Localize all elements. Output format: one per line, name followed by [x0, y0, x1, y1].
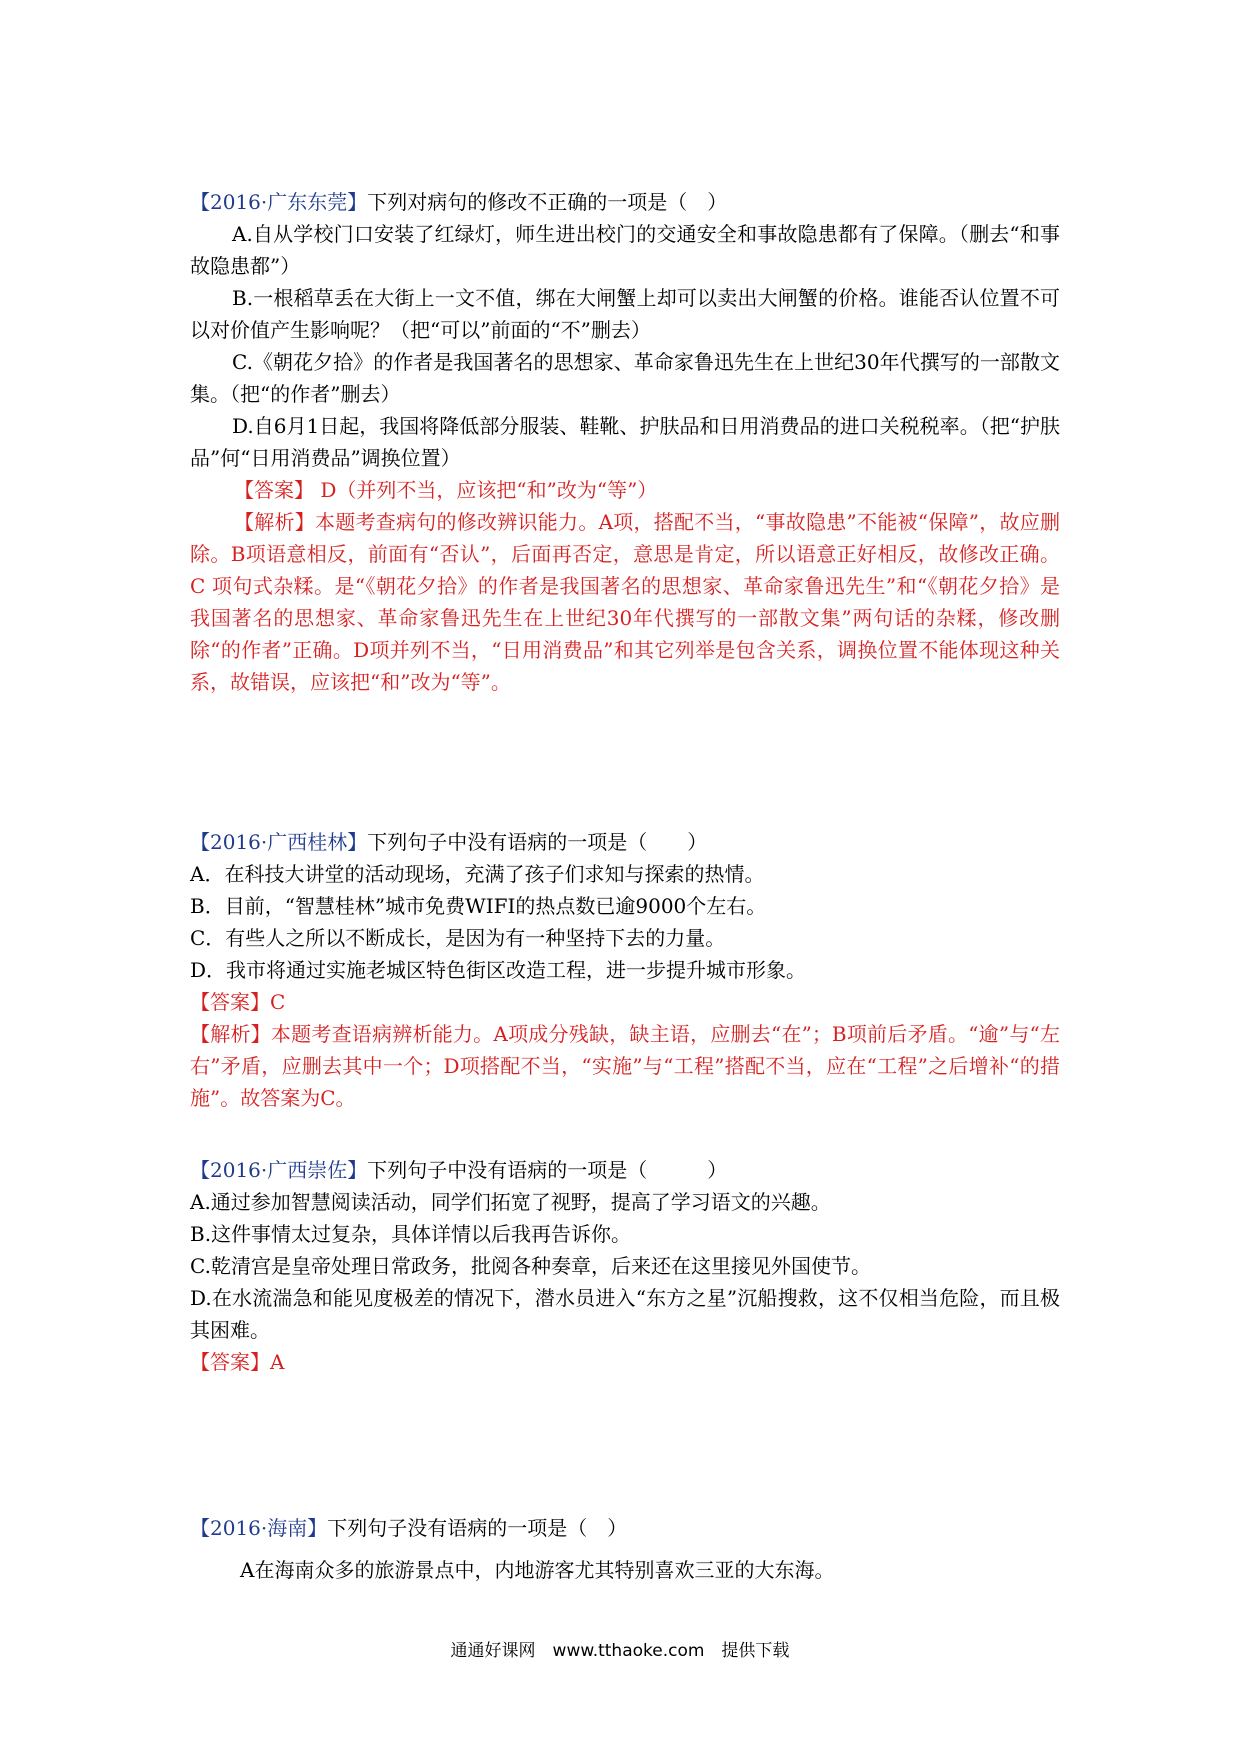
answer-text: C — [270, 990, 286, 1014]
analysis-label: 【解析】 — [190, 1022, 271, 1046]
question-1 — [190, 186, 1060, 698]
option-b: B.一根稻草丢在大街上一文不值，绑在大闸蟹上却可以卖出大闸蟹的价格。谁能否认位置不可以对价值产生影响呢？（把“可以”前面的“不”删去） — [190, 286, 1060, 342]
question-stem — [190, 186, 1060, 218]
answer-line — [190, 986, 1060, 1018]
answer-text: A — [270, 1350, 285, 1374]
question-2 — [190, 826, 1060, 1114]
question-stem — [190, 1154, 1060, 1186]
option-a: A.自从学校门口安装了红绿灯，师生进出校门的交通安全和事故隐患都有了保障。（删去“和事故隐患都”） — [190, 222, 1060, 278]
question-4 — [190, 1512, 1060, 1586]
option-a: A在海南众多的旅游景点中，内地游客尤其特别喜欢三亚的大东海。 — [240, 1558, 835, 1582]
analysis-paragraph — [190, 506, 1060, 698]
question-source: 2016·海南 — [210, 1516, 308, 1540]
answer-text: D（并列不当，应该把“和”改为“等”） — [314, 478, 658, 502]
question-stem-text: 下列句子中没有语病的一项是（ ） — [367, 1158, 728, 1182]
answer-label: 【答案】 — [234, 478, 314, 502]
answer-label: 【答案】 — [190, 1350, 270, 1374]
question-stem-text: 下列句子中没有语病的一项是（ ） — [367, 830, 708, 854]
question-source: 2016·广西崇佐 — [210, 1158, 348, 1182]
option-c: C.乾清宫是皇帝处理日常政务，批阅各种奏章，后来还在这里接见外国使节。 — [190, 1254, 871, 1278]
source-bracket-open: 【 — [190, 1516, 210, 1540]
option-b: B．目前，“智慧桂林”城市免费WIFI的热点数已逾9000个左右。 — [190, 894, 767, 918]
question-source: 2016·广西桂林 — [210, 830, 348, 854]
option-a: A．在科技大讲堂的活动现场，充满了孩子们求知与探索的热情。 — [190, 862, 765, 886]
question-source: 2016·广东东莞 — [210, 190, 348, 214]
option-d: D．我市将通过实施老城区特色街区改造工程，进一步提升城市形象。 — [190, 958, 807, 982]
source-bracket-close: 】 — [347, 1158, 368, 1182]
option-b: B.这件事情太过复杂，具体详情以后我再告诉你。 — [190, 1222, 632, 1246]
analysis-paragraph — [190, 1018, 1060, 1114]
option-a: A.通过参加智慧阅读活动，同学们拓宽了视野，提高了学习语文的兴趣。 — [190, 1190, 831, 1214]
answer-line — [190, 474, 1060, 506]
source-bracket-open: 【 — [190, 830, 210, 854]
analysis-text: 本题考查病句的修改辨识能力。A项，搭配不当，“事故隐患”不能被“保障”，故应删除。B项语意相反，前面有“否认”，后面再否定，意思是肯定，所以语意正好相反，故修改正确。C 项句式杂糅。是“《朝花夕拾》的作者是我国著名的思想家、革命家鲁迅先生”和“《朝花夕拾》是我国著名的思想家、革命家鲁迅先生在上世纪30年代撰写的一部散文集”两句话的杂糅，修改删除“的作者”正确。D项并列不当，“日用消费品”和其它列举是包含关系，调换位置不能体现这种关系，故错误，应该把“和”改为“等”。 — [190, 510, 1060, 694]
source-bracket-open: 【 — [190, 1158, 210, 1182]
question-3 — [190, 1154, 1060, 1378]
option-c: C．有些人之所以不断成长，是因为有一种坚持下去的力量。 — [190, 926, 726, 950]
question-stem — [190, 1512, 1060, 1544]
source-bracket-close: 】 — [347, 830, 368, 854]
option-c: C.《朝花夕拾》的作者是我国著名的思想家、革命家鲁迅先生在上世纪30年代撰写的一部散文集。（把“的作者”删去） — [190, 350, 1060, 406]
question-stem-text: 下列对病句的修改不正确的一项是（ ） — [367, 190, 728, 214]
analysis-text: 本题考查语病辨析能力。A项成分残缺，缺主语，应删去“在”；B项前后矛盾。“逾”与“左右”矛盾，应删去其中一个；D项搭配不当，“实施”与“工程”搭配不当，应在“工程”之后增补“的措施”。故答案为C。 — [190, 1022, 1060, 1110]
source-bracket-close: 】 — [307, 1516, 328, 1540]
question-stem — [190, 826, 1060, 858]
answer-label: 【答案】 — [190, 990, 270, 1014]
option-d: D.自6月1日起，我国将降低部分服装、鞋靴、护肤品和日用消费品的进口关税税率。（把“护肤品”何“日用消费品”调换位置） — [190, 414, 1060, 470]
analysis-label: 【解析】 — [234, 510, 316, 534]
source-bracket-close: 】 — [347, 190, 368, 214]
page-footer: 通通好课网 www.tthaoke.com 提供下载 — [450, 1641, 790, 1661]
question-stem-text: 下列句子没有语病的一项是（ ） — [327, 1516, 628, 1540]
source-bracket-open: 【 — [190, 190, 210, 214]
answer-line — [190, 1346, 1060, 1378]
option-d: D.在水流湍急和能见度极差的情况下，潜水员进入“东方之星”沉船搜救，这不仅相当危险，而且极其困难。 — [190, 1286, 1060, 1342]
